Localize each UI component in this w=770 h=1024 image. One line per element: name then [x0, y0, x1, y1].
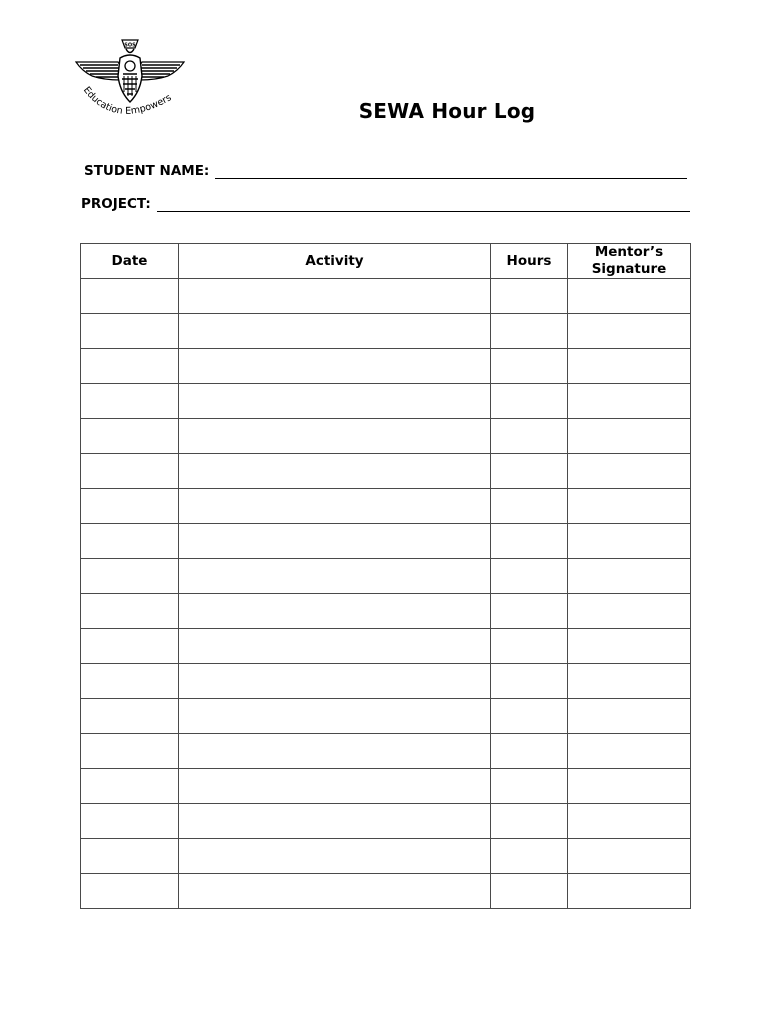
hours-cell[interactable] — [491, 699, 568, 734]
signature-cell[interactable] — [568, 699, 691, 734]
signature-cell[interactable] — [568, 804, 691, 839]
hours-cell[interactable] — [491, 314, 568, 349]
table-row — [81, 874, 691, 909]
date-cell[interactable] — [81, 594, 179, 629]
activity-cell[interactable] — [179, 279, 491, 314]
hours-cell[interactable] — [491, 419, 568, 454]
header-signature-line2: Signature — [591, 261, 667, 277]
activity-cell[interactable] — [179, 699, 491, 734]
table-row — [81, 769, 691, 804]
table-row — [81, 489, 691, 524]
student-name-line[interactable] — [215, 164, 687, 179]
date-cell[interactable] — [81, 349, 179, 384]
activity-cell[interactable] — [179, 664, 491, 699]
date-cell[interactable] — [81, 524, 179, 559]
table-row — [81, 314, 691, 349]
signature-cell[interactable] — [568, 314, 691, 349]
student-name-label: STUDENT NAME: — [84, 163, 210, 179]
date-cell[interactable] — [81, 839, 179, 874]
table-row — [81, 839, 691, 874]
hours-cell[interactable] — [491, 734, 568, 769]
date-cell[interactable] — [81, 769, 179, 804]
activity-cell[interactable] — [179, 734, 491, 769]
header-activity: Activity — [179, 244, 491, 279]
hours-cell[interactable] — [491, 594, 568, 629]
signature-cell[interactable] — [568, 769, 691, 804]
signature-cell[interactable] — [568, 454, 691, 489]
date-cell[interactable] — [81, 699, 179, 734]
signature-cell[interactable] — [568, 279, 691, 314]
activity-cell[interactable] — [179, 349, 491, 384]
table-row — [81, 804, 691, 839]
signature-cell[interactable] — [568, 349, 691, 384]
table-row — [81, 699, 691, 734]
activity-cell[interactable] — [179, 524, 491, 559]
activity-cell[interactable] — [179, 314, 491, 349]
activity-cell[interactable] — [179, 629, 491, 664]
activity-cell[interactable] — [179, 874, 491, 909]
signature-cell[interactable] — [568, 664, 691, 699]
table-row — [81, 279, 691, 314]
project-field — [81, 196, 690, 212]
hours-cell[interactable] — [491, 629, 568, 664]
date-cell[interactable] — [81, 279, 179, 314]
activity-cell[interactable] — [179, 769, 491, 804]
project-label: PROJECT: — [81, 196, 151, 212]
signature-cell[interactable] — [568, 594, 691, 629]
page-title: SEWA Hour Log — [358, 99, 536, 123]
activity-cell[interactable] — [179, 419, 491, 454]
header-hours: Hours — [491, 244, 568, 279]
hours-cell[interactable] — [491, 524, 568, 559]
signature-cell[interactable] — [568, 524, 691, 559]
header-mentor-signature — [568, 244, 691, 279]
date-cell[interactable] — [81, 314, 179, 349]
header-signature-line1: Mentor’s — [594, 244, 664, 260]
activity-cell[interactable] — [179, 454, 491, 489]
table-row — [81, 594, 691, 629]
signature-cell[interactable] — [568, 419, 691, 454]
table-row — [81, 384, 691, 419]
table-row — [81, 454, 691, 489]
table-header-row — [81, 244, 691, 279]
date-cell[interactable] — [81, 874, 179, 909]
table-row — [81, 664, 691, 699]
activity-cell[interactable] — [179, 804, 491, 839]
student-name-field — [84, 163, 687, 179]
header-date: Date — [81, 244, 179, 279]
date-cell[interactable] — [81, 804, 179, 839]
table-row — [81, 734, 691, 769]
hours-cell[interactable] — [491, 559, 568, 594]
project-line[interactable] — [157, 197, 690, 212]
hours-cell[interactable] — [491, 769, 568, 804]
date-cell[interactable] — [81, 629, 179, 664]
hours-cell[interactable] — [491, 454, 568, 489]
table-row — [81, 559, 691, 594]
hour-log-table — [80, 243, 691, 909]
date-cell[interactable] — [81, 419, 179, 454]
date-cell[interactable] — [81, 734, 179, 769]
hours-cell[interactable] — [491, 384, 568, 419]
activity-cell[interactable] — [179, 489, 491, 524]
hours-cell[interactable] — [491, 349, 568, 384]
date-cell[interactable] — [81, 489, 179, 524]
table-row — [81, 349, 691, 384]
activity-cell[interactable] — [179, 594, 491, 629]
signature-cell[interactable] — [568, 874, 691, 909]
signature-cell[interactable] — [568, 559, 691, 594]
crown-icon — [122, 40, 138, 53]
hours-cell[interactable] — [491, 839, 568, 874]
hours-cell[interactable] — [491, 804, 568, 839]
hours-cell[interactable] — [491, 279, 568, 314]
activity-cell[interactable] — [179, 384, 491, 419]
signature-cell[interactable] — [568, 384, 691, 419]
table-row — [81, 524, 691, 559]
table-row — [81, 419, 691, 454]
svg-text:SOS: SOS — [124, 42, 136, 49]
signature-cell[interactable] — [568, 839, 691, 874]
date-cell[interactable] — [81, 559, 179, 594]
hours-cell[interactable] — [491, 874, 568, 909]
signature-cell[interactable] — [568, 629, 691, 664]
table-body — [81, 279, 691, 909]
hours-cell[interactable] — [491, 664, 568, 699]
date-cell[interactable] — [81, 454, 179, 489]
date-cell[interactable] — [81, 664, 179, 699]
hours-cell[interactable] — [491, 489, 568, 524]
activity-cell[interactable] — [179, 559, 491, 594]
table-row — [81, 629, 691, 664]
signature-cell[interactable] — [568, 489, 691, 524]
activity-cell[interactable] — [179, 839, 491, 874]
logo-motto: Education Empowers — [80, 84, 174, 117]
signature-cell[interactable] — [568, 734, 691, 769]
date-cell[interactable] — [81, 384, 179, 419]
